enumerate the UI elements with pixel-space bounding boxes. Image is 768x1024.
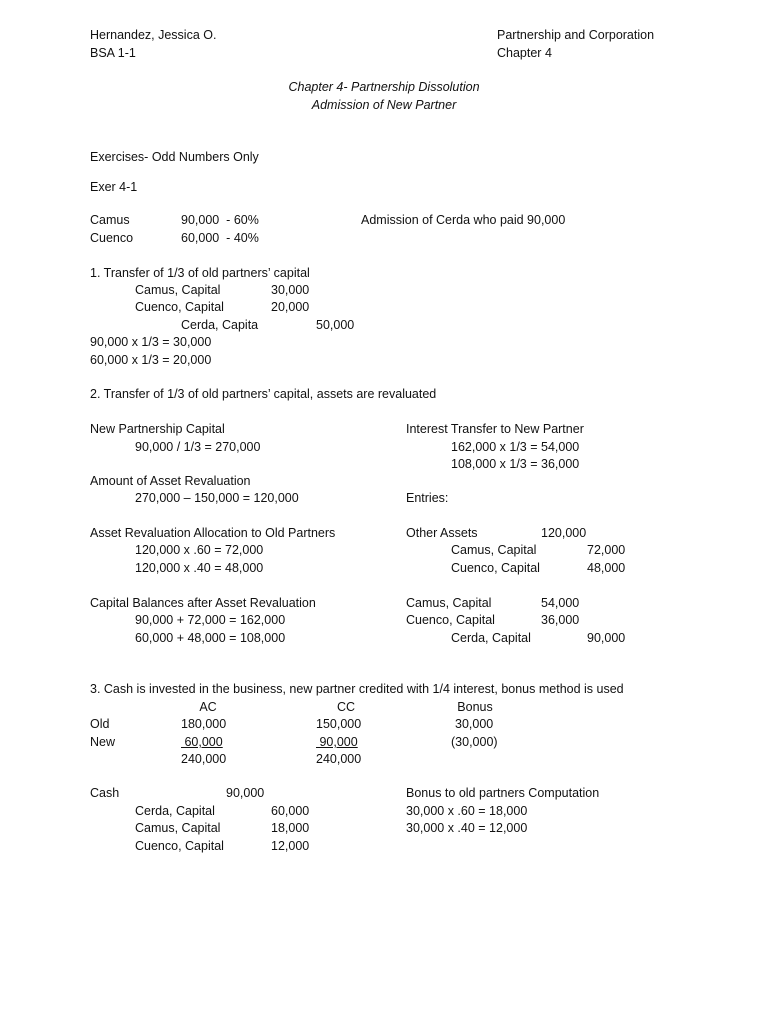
author-name: Hernandez, Jessica O. <box>90 28 217 42</box>
cc-value: 150,000 <box>316 717 362 731</box>
cc-total: 240,000 <box>316 752 362 766</box>
section-label: BSA 1-1 <box>90 46 136 60</box>
journal-amount: 54,000 <box>541 596 580 610</box>
chapter-label: Chapter 4 <box>497 46 552 60</box>
journal-amount: 72,000 <box>587 543 626 557</box>
computation-line: 30,000 x .60 = 18,000 <box>406 804 528 818</box>
part1-heading: 1. Transfer of 1/3 of old partners’ capital <box>90 266 310 280</box>
column-header-ac: AC <box>199 700 217 714</box>
computation-line: 270,000 – 150,000 = 120,000 <box>135 491 299 505</box>
journal-account: Cerda, Capital <box>135 804 215 818</box>
column-header-cc: CC <box>336 700 356 714</box>
journal-amount: 50,000 <box>316 318 355 332</box>
admission-note: Admission of Cerda who paid 90,000 <box>361 213 566 227</box>
bonus-value: 30,000 <box>455 717 494 731</box>
allocation-label: Asset Revaluation Allocation to Old Partners <box>90 526 336 540</box>
journal-amount: 90,000 <box>587 631 626 645</box>
partner-capital: 90,000 - 60% <box>181 213 259 227</box>
ac-total: 240,000 <box>181 752 227 766</box>
computation-line: 90,000 / 1/3 = 270,000 <box>135 440 261 454</box>
journal-account: Cerda, Capital <box>451 631 531 645</box>
computation-line: 162,000 x 1/3 = 54,000 <box>451 440 580 454</box>
bonus-value: (30,000) <box>451 735 498 749</box>
partner-name: Camus <box>90 213 130 227</box>
journal-account: Camus, Capital <box>135 283 221 297</box>
row-label: Old <box>90 717 110 731</box>
journal-account: Camus, Capital <box>135 821 221 835</box>
exercises-heading: Exercises- Odd Numbers Only <box>90 150 259 164</box>
computation-line: 120,000 x .40 = 48,000 <box>135 561 264 575</box>
computation-line: 60,000 + 48,000 = 108,000 <box>135 631 286 645</box>
journal-account: Other Assets <box>406 526 478 540</box>
journal-amount: 48,000 <box>587 561 626 575</box>
journal-amount: 18,000 <box>271 821 310 835</box>
part2-heading: 2. Transfer of 1/3 of old partners’ capital, assets are revaluated <box>90 387 437 401</box>
document-title: Chapter 4- Partnership Dissolution <box>288 80 480 94</box>
computation-line: 90,000 + 72,000 = 162,000 <box>135 613 286 627</box>
computation-line: 60,000 x 1/3 = 20,000 <box>90 353 212 367</box>
computation-line: 120,000 x .60 = 72,000 <box>135 543 264 557</box>
journal-account: Cuenco, Capital <box>451 561 540 575</box>
revaluation-label: Amount of Asset Revaluation <box>90 474 251 488</box>
ac-value: 180,000 <box>181 717 227 731</box>
journal-account: Cuenco, Capital <box>135 300 224 314</box>
journal-amount: 36,000 <box>541 613 580 627</box>
partner-name: Cuenco <box>90 231 134 245</box>
journal-account: Cuenco, Capital <box>135 839 224 853</box>
computation-line: 108,000 x 1/3 = 36,000 <box>451 457 580 471</box>
row-label: New <box>90 735 116 749</box>
journal-amount: 120,000 <box>541 526 587 540</box>
partner-capital: 60,000 - 40% <box>181 231 259 245</box>
entries-label: Entries: <box>406 491 449 505</box>
journal-amount: 12,000 <box>271 839 310 853</box>
ac-value: 60,000 <box>181 735 223 749</box>
cc-value: 90,000 <box>316 735 358 749</box>
journal-amount: 30,000 <box>271 283 310 297</box>
journal-account: Camus, Capital <box>406 596 492 610</box>
exercise-label: Exer 4-1 <box>90 180 138 194</box>
interest-label: Interest Transfer to New Partner <box>406 422 584 436</box>
document-subtitle: Admission of New Partner <box>311 98 457 112</box>
journal-account: Cash <box>90 786 120 800</box>
course-title: Partnership and Corporation <box>497 28 655 42</box>
balances-label: Capital Balances after Asset Revaluation <box>90 596 316 610</box>
journal-amount: 60,000 <box>271 804 310 818</box>
journal-amount: 90,000 <box>226 786 265 800</box>
journal-account: Camus, Capital <box>451 543 537 557</box>
journal-account: Cerda, Capita <box>181 318 259 332</box>
column-header-bonus: Bonus <box>457 700 493 714</box>
computation-line: 90,000 x 1/3 = 30,000 <box>90 335 212 349</box>
computation-line: 30,000 x .40 = 12,000 <box>406 821 528 835</box>
bonus-computation-label: Bonus to old partners Computation <box>406 786 600 800</box>
new-capital-label: New Partnership Capital <box>90 422 225 436</box>
journal-amount: 20,000 <box>271 300 310 314</box>
journal-account: Cuenco, Capital <box>406 613 495 627</box>
part3-heading: 3. Cash is invested in the business, new partner credited with 1/4 interest, bonus method is used <box>90 682 624 696</box>
